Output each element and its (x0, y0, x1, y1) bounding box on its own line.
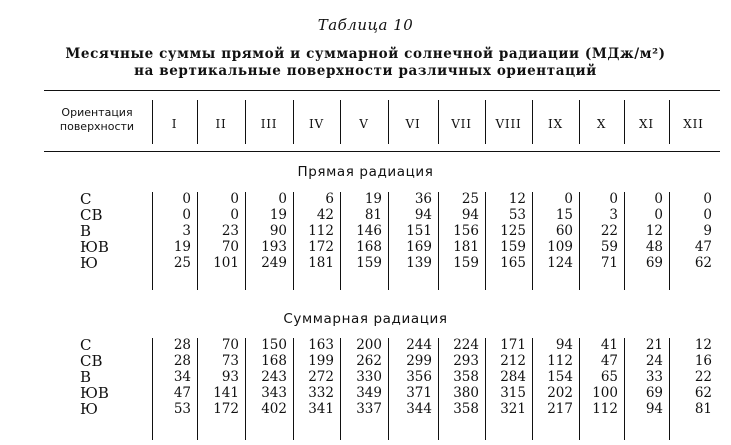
table-cell: 344 (406, 401, 432, 417)
table-cell: 243 (261, 369, 287, 385)
table-cell: 33 (645, 369, 663, 385)
table-cell: 94 (555, 337, 573, 353)
section-title: Прямая радиация (297, 164, 434, 180)
table-cell: 169 (406, 239, 432, 255)
table-cell: 0 (654, 191, 663, 207)
month-header-11: XI (639, 117, 654, 131)
table-cell: 343 (261, 385, 287, 401)
table-cell: 81 (364, 207, 382, 223)
table-cell: 62 (694, 255, 712, 271)
table-cell: 139 (406, 255, 432, 271)
orientation-label: С (80, 336, 92, 354)
table-cell: 73 (221, 353, 239, 369)
table-cell: 12 (508, 191, 526, 207)
table-cell: 62 (694, 385, 712, 401)
table-cell: 25 (461, 191, 479, 207)
table-cell: 358 (453, 401, 479, 417)
table-cell: 19 (173, 239, 191, 255)
table-cell: 24 (645, 353, 663, 369)
table-cell: 112 (592, 401, 618, 417)
table-cell: 293 (453, 353, 479, 369)
table-cell: 141 (213, 385, 239, 401)
table-cell: 217 (547, 401, 573, 417)
table-title-line-2: на вертикальные поверхности различных ориентаций (134, 63, 597, 79)
table-cell: 16 (694, 353, 712, 369)
table-cell: 262 (356, 353, 382, 369)
table-cell: 200 (356, 337, 382, 353)
orientation-label: С (80, 190, 92, 208)
orientation-label: В (80, 368, 92, 386)
table-cell: 330 (356, 369, 382, 385)
orientation-label: Ю (80, 400, 98, 418)
table-cell: 69 (645, 385, 663, 401)
table-cell: 42 (316, 207, 334, 223)
orientation-label: ЮВ (80, 238, 109, 256)
table-cell: 159 (453, 255, 479, 271)
table-cell: 249 (261, 255, 287, 271)
table-cell: 3 (609, 207, 618, 223)
table-cell: 299 (406, 353, 432, 369)
table-cell: 65 (600, 369, 618, 385)
table-cell: 28 (173, 337, 191, 353)
table-cell: 402 (261, 401, 287, 417)
table-cell: 202 (547, 385, 573, 401)
table-number: Таблица 10 (317, 16, 414, 34)
table-cell: 341 (308, 401, 334, 417)
table-title-line-1: Месячные суммы прямой и суммарной солнечной радиации (МДж/м²) (65, 46, 666, 62)
table-cell: 47 (173, 385, 191, 401)
table-cell: 0 (564, 191, 573, 207)
table-cell: 22 (600, 223, 618, 239)
table-cell: 94 (414, 207, 432, 223)
month-header-2: II (215, 117, 227, 131)
table-cell: 315 (500, 385, 526, 401)
table-cell: 272 (308, 369, 334, 385)
table-cell: 181 (308, 255, 334, 271)
table-cell: 60 (555, 223, 573, 239)
table-cell: 244 (406, 337, 432, 353)
table-cell: 171 (500, 337, 526, 353)
table-cell: 380 (453, 385, 479, 401)
table-cell: 150 (261, 337, 287, 353)
month-header-3: III (260, 117, 278, 131)
table-cell: 371 (406, 385, 432, 401)
orientation-label: СВ (80, 206, 103, 224)
table-cell: 81 (694, 401, 712, 417)
table-cell: 12 (645, 223, 663, 239)
table-cell: 0 (703, 191, 712, 207)
table-cell: 21 (645, 337, 663, 353)
table-cell: 358 (453, 369, 479, 385)
table-cell: 159 (356, 255, 382, 271)
table-cell: 53 (508, 207, 526, 223)
orientation-header-line-1: Ориентация (61, 106, 133, 119)
table-cell: 165 (500, 255, 526, 271)
table-cell: 168 (356, 239, 382, 255)
orientation-label: В (80, 222, 92, 240)
table-cell: 23 (221, 223, 239, 239)
table-top-rule (44, 90, 720, 91)
table-cell: 90 (269, 223, 287, 239)
table-cell: 172 (308, 239, 334, 255)
table-cell: 356 (406, 369, 432, 385)
table-cell: 101 (213, 255, 239, 271)
table-cell: 212 (500, 353, 526, 369)
table-cell: 0 (182, 207, 191, 223)
table-cell: 349 (356, 385, 382, 401)
table-cell: 0 (230, 191, 239, 207)
table-cell: 284 (500, 369, 526, 385)
table-cell: 41 (600, 337, 618, 353)
table-cell: 34 (173, 369, 191, 385)
table-cell: 0 (182, 191, 191, 207)
table-cell: 151 (406, 223, 432, 239)
table-cell: 112 (308, 223, 334, 239)
table-cell: 22 (694, 369, 712, 385)
table-cell: 224 (453, 337, 479, 353)
table-cell: 53 (173, 401, 191, 417)
table-cell: 159 (500, 239, 526, 255)
table-cell: 71 (600, 255, 618, 271)
table-cell: 9 (703, 223, 712, 239)
table-cell: 0 (609, 191, 618, 207)
table-cell: 163 (308, 337, 334, 353)
table-cell: 146 (356, 223, 382, 239)
month-header-5: V (359, 117, 369, 131)
month-header-10: X (596, 117, 607, 131)
table-cell: 48 (645, 239, 663, 255)
table-cell: 193 (261, 239, 287, 255)
orientation-header-line-2: поверхности (59, 120, 135, 133)
month-header-9: IX (548, 117, 563, 131)
table-cell: 28 (173, 353, 191, 369)
table-cell: 93 (221, 369, 239, 385)
table-cell: 47 (600, 353, 618, 369)
table-cell: 70 (221, 337, 239, 353)
table-cell: 109 (547, 239, 573, 255)
table-cell: 156 (453, 223, 479, 239)
table-cell: 36 (414, 191, 432, 207)
table-cell: 332 (308, 385, 334, 401)
table-cell: 112 (547, 353, 573, 369)
table-header-rule (44, 151, 720, 152)
orientation-label: СВ (80, 352, 103, 370)
table-cell: 172 (213, 401, 239, 417)
table-cell: 19 (269, 207, 287, 223)
table-cell: 3 (182, 223, 191, 239)
table-cell: 0 (654, 207, 663, 223)
table-cell: 94 (461, 207, 479, 223)
table-cell: 94 (645, 401, 663, 417)
table-cell: 199 (308, 353, 334, 369)
orientation-label: Ю (80, 254, 98, 272)
table-cell: 0 (230, 207, 239, 223)
month-header-1: I (171, 117, 178, 131)
table-cell: 59 (600, 239, 618, 255)
month-header-6: VI (405, 117, 421, 131)
table-cell: 12 (694, 337, 712, 353)
table-cell: 47 (694, 239, 712, 255)
month-header-7: VII (451, 117, 472, 131)
table-cell: 0 (278, 191, 287, 207)
table-cell: 168 (261, 353, 287, 369)
table-cell: 70 (221, 239, 239, 255)
month-header-12: XII (683, 117, 704, 131)
table-cell: 321 (500, 401, 526, 417)
table-cell: 19 (364, 191, 382, 207)
table-cell: 6 (325, 191, 334, 207)
table-cell: 15 (555, 207, 573, 223)
table-cell: 0 (703, 207, 712, 223)
month-header-4: IV (308, 117, 324, 131)
table-cell: 124 (547, 255, 573, 271)
table-cell: 69 (645, 255, 663, 271)
table-cell: 100 (592, 385, 618, 401)
table-cell: 154 (547, 369, 573, 385)
section-title: Суммарная радиация (283, 311, 448, 327)
orientation-column-header (44, 106, 150, 134)
table-cell: 337 (356, 401, 382, 417)
table-cell: 25 (173, 255, 191, 271)
table-cell: 181 (453, 239, 479, 255)
month-header-8: VIII (495, 117, 522, 131)
table-cell: 125 (500, 223, 526, 239)
orientation-label: ЮВ (80, 384, 109, 402)
